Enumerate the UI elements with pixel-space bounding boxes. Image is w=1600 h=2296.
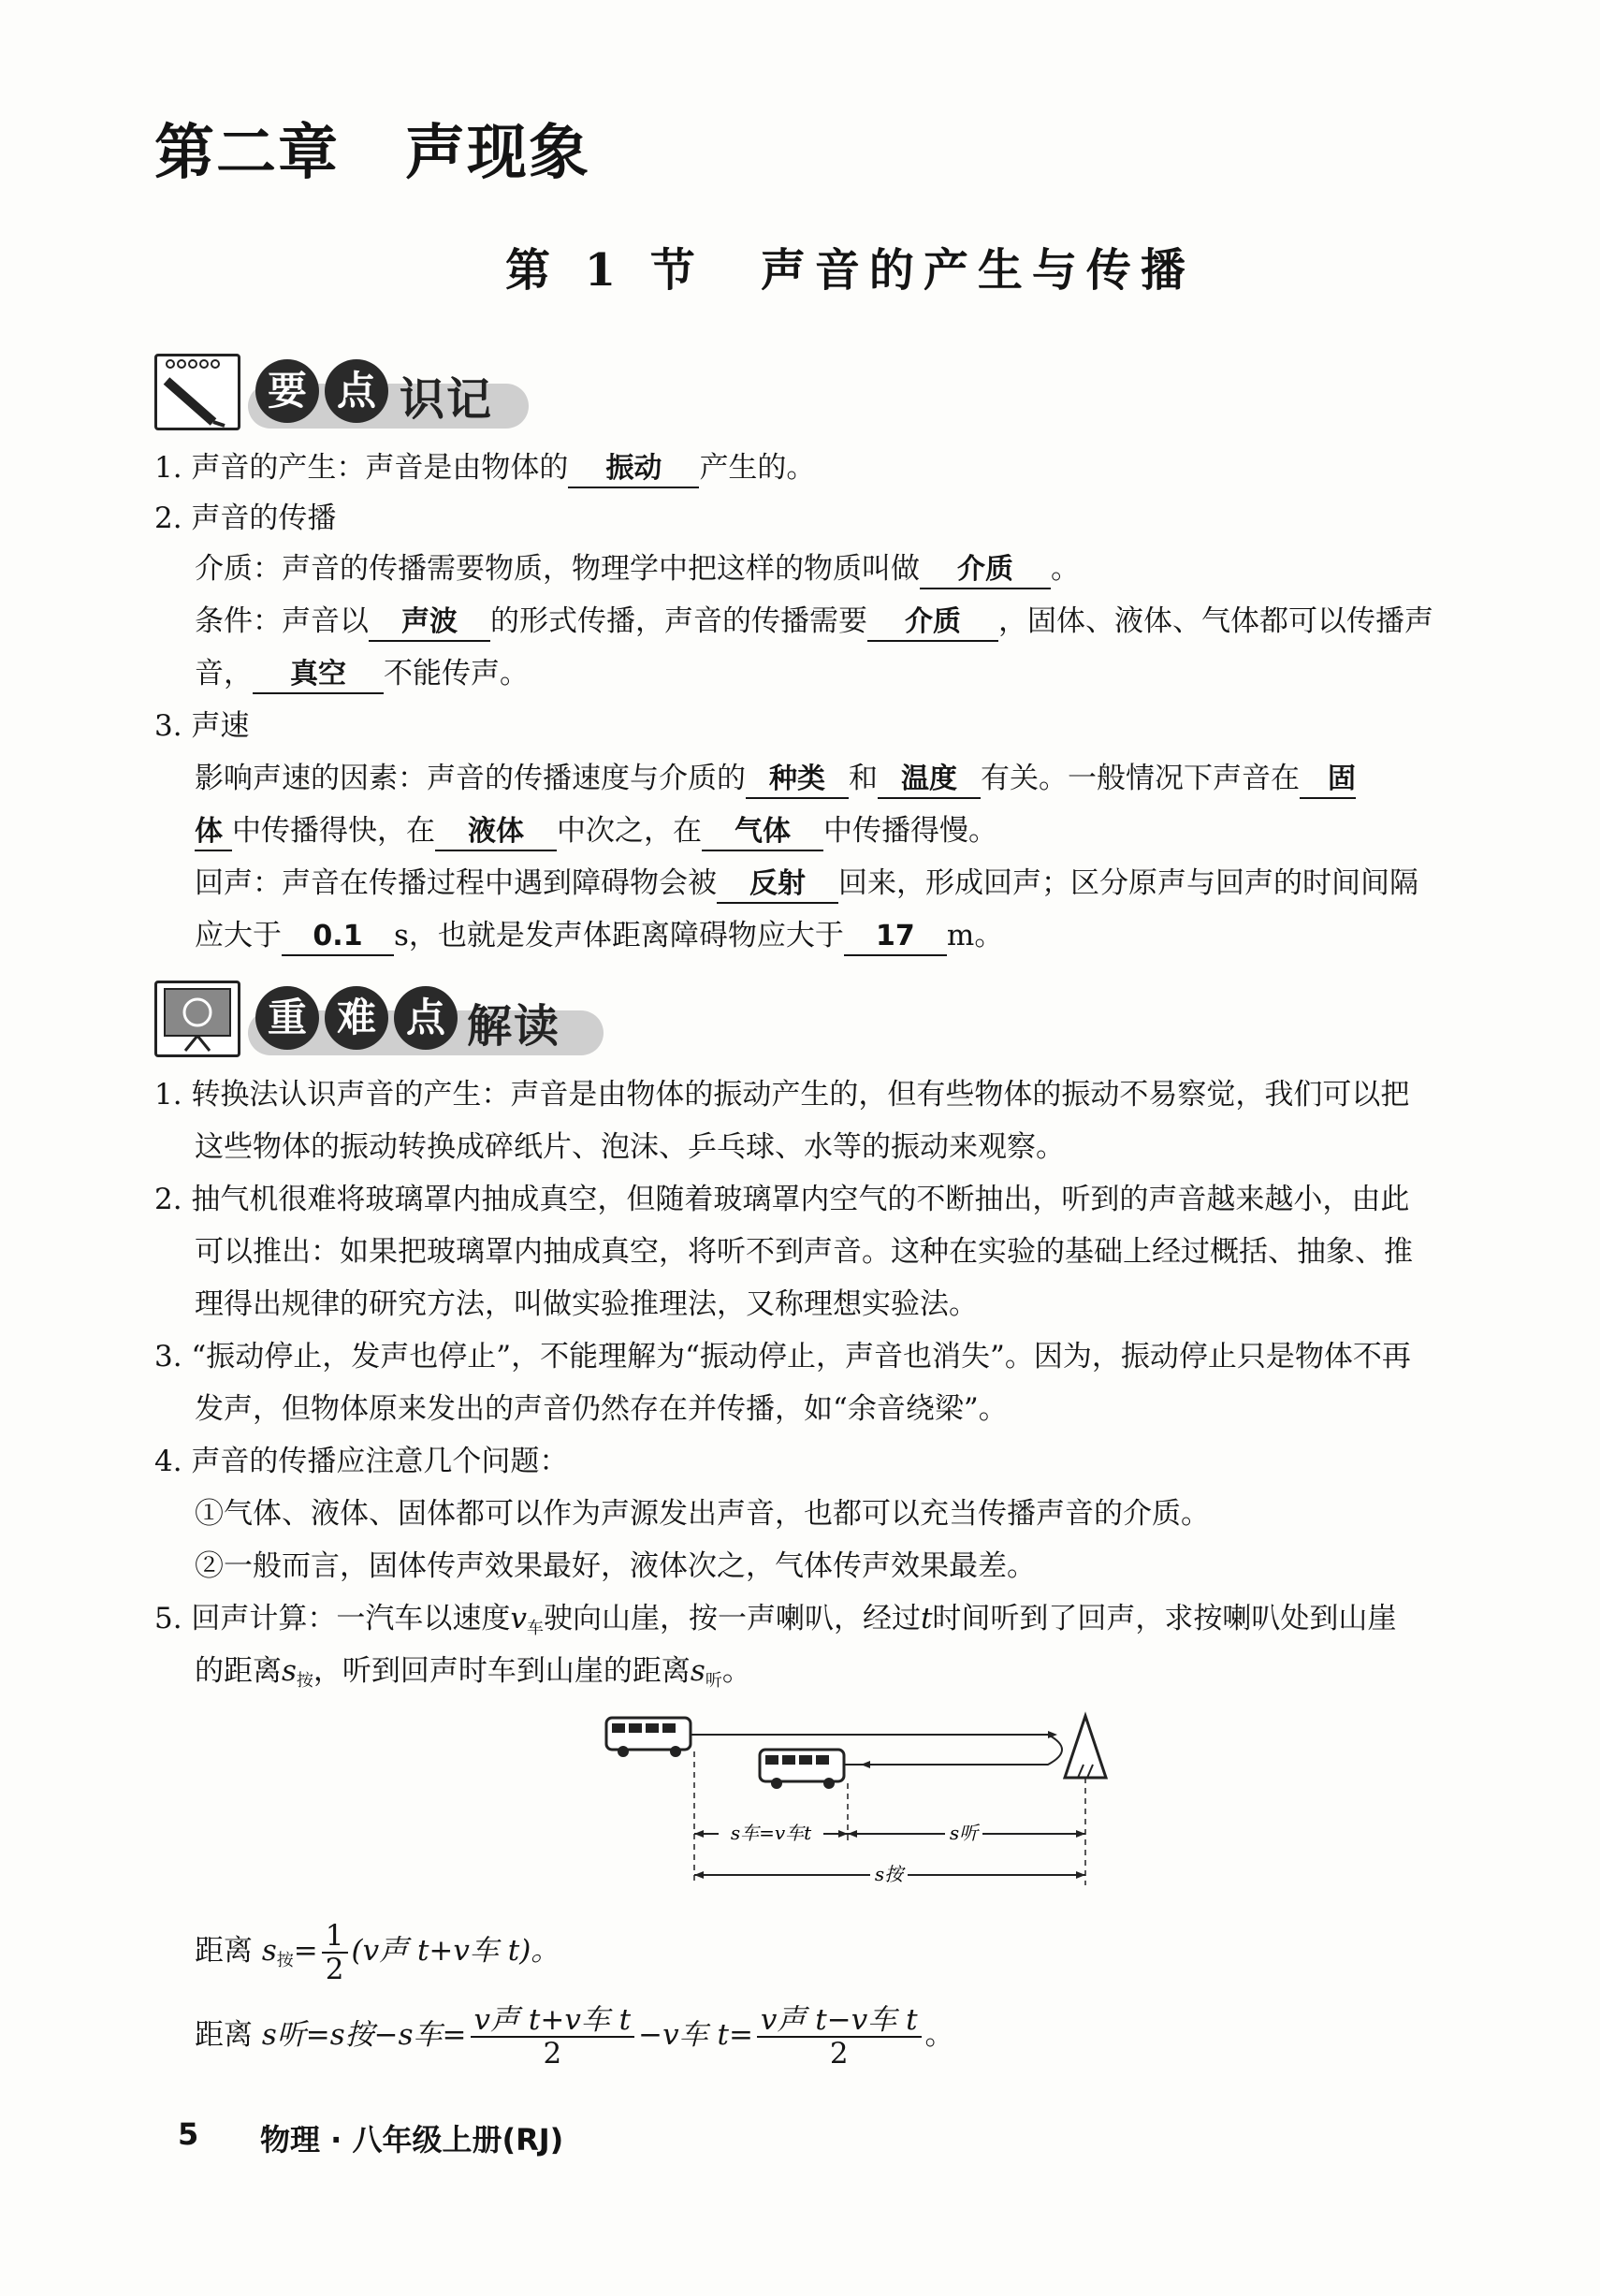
banner2-tail: 解读 [467, 1000, 561, 1053]
label-s-press: s按 [874, 1863, 904, 1885]
frac-2: $\frac{\text{v声 t−v车 t}}{2}$ [757, 2004, 922, 2070]
kp-1-blank: 振动 [568, 451, 699, 488]
kp-2a-post: 。 [1051, 552, 1080, 586]
chapter-subject: 声现象 [405, 119, 590, 188]
kp-3d-blank-1: 0.1 [282, 919, 394, 956]
section-title [505, 234, 1216, 298]
analysis-banner [154, 973, 622, 1057]
kp-line-3d [195, 917, 1003, 956]
kp-line-1 [154, 449, 815, 488]
kp-3b-blank-2: 气体 [702, 814, 823, 851]
formula-1: 距离 $s_按=$ $\frac{1}{2}$ (v声 t+v车 t)。 [195, 1918, 560, 1986]
section-number: 第 1 节 [505, 244, 705, 297]
kp-3a-blank-2: 温度 [878, 762, 981, 799]
kp-3d-text: 应大于 [195, 919, 282, 952]
kp-3a-mid2: 有关。一般情况下声音在 [981, 762, 1300, 795]
frac-half: $\frac{1}{2}$ [322, 1920, 348, 1985]
kp-line-3b [195, 812, 997, 851]
an-5-line-2: 的距离$s_按$，听到回声时车到山崖的距离$s_听$。 [195, 1654, 751, 1691]
bus-icon-start [606, 1718, 691, 1757]
banner1-tail: 识记 [400, 373, 494, 426]
kp-3c-post: 回来，形成回声；区分原声与回声的时间间隔 [838, 866, 1418, 900]
an-3-line-2: 发声，但物体原来发出的声音仍然存在并传播，如“余音绕梁”。 [195, 1392, 1008, 1426]
sound-path [691, 1735, 1062, 1765]
kp-2a-text: 介质：声音的传播需要物质，物理学中把这样的物质叫做 [195, 552, 920, 586]
an-3-line-1: 3. “振动停止，发声也停止”，不能理解为“振动停止，声音也消失”。因为，振动停止只是物体不再 [154, 1340, 1411, 1373]
kp-2b-text: 条件：声音以 [195, 604, 369, 638]
label-s-car: s车=v车t [730, 1822, 812, 1844]
kp-line-3: 3. 声速 [154, 709, 250, 743]
an-1-line-1: 1. 转换法认识声音的产生：声音是由物体的振动产生的，但有些物体的振动不易察觉，我们可以把 [154, 1078, 1410, 1112]
label-s-hear: s听 [949, 1822, 979, 1844]
kp-2b-mid: 的形式传播，声音的传播需要 [490, 604, 867, 638]
banner1-char-2: 点 [325, 359, 388, 423]
kp-line-2b [195, 603, 1433, 642]
kp-2a-blank: 介质 [920, 552, 1051, 589]
kp-3a-blank-1: 种类 [746, 762, 849, 799]
banner2-char-3: 点 [394, 986, 458, 1050]
echo-diagram [589, 1703, 1113, 1890]
kp-2b-blank-2: 介质 [867, 604, 998, 642]
page-number: 5 [178, 2116, 199, 2152]
kp-3d-blank-2: 17 [844, 919, 947, 956]
an-5-line-1: 5. 回声计算：一汽车以速度$v_车$驶向山崖，按一声喇叭，经过t时间听到了回声，求按喇叭处到山崖 [154, 1602, 1397, 1638]
kp-2b-blank-1: 声波 [369, 604, 490, 642]
notepad-pencil-icon [154, 354, 240, 430]
kp-1-post: 产生的。 [699, 451, 816, 485]
an-2-line-2: 可以推出：如果把玻璃罩内抽成真空，将听不到声音。这种在实验的基础上经过概括、抽象、推 [195, 1235, 1413, 1269]
kp-3b-mid2: 中次之，在 [557, 814, 702, 848]
kp-1-text: 1. 声音的产生：声音是由物体的 [154, 451, 569, 485]
an-4-line-3: ②一般而言，固体传声效果最好，液体次之，气体传声效果最差。 [195, 1549, 1036, 1583]
kp-2b-post: ，固体、液体、气体都可以传播声 [998, 604, 1433, 638]
section-name: 声音的产生与传播 [760, 244, 1195, 297]
kp-3a-mid1: 和 [849, 762, 878, 795]
kp-line-2: 2. 声音的传播 [154, 501, 337, 535]
an-4-line-2: ①气体、液体、固体都可以作为声源发出声音，也都可以充当传播声音的介质。 [195, 1497, 1210, 1531]
kp-3a-text: 影响声速的因素：声音的传播速度与介质的 [195, 762, 746, 795]
kp-3d-post: m。 [946, 919, 1004, 952]
book-title: 物理 · 八年级上册(RJ) [260, 2122, 564, 2158]
kp-2c-post: 不能传声。 [384, 657, 529, 690]
chapter-number: 第二章 [154, 119, 340, 188]
kp-3b-blank-cont: 体 [195, 814, 232, 851]
kp-3c-text: 回声：声音在传播过程中遇到障碍物会被 [195, 866, 717, 900]
an-4-line-1: 4. 声音的传播应注意几个问题： [154, 1445, 569, 1478]
cliff-icon [1065, 1716, 1106, 1778]
banner2-char-1: 重 [255, 986, 319, 1050]
kp-3b-blank-1: 液体 [435, 814, 557, 851]
key-points-banner [154, 346, 547, 430]
bus-icon-hear [760, 1750, 844, 1789]
formula-2: 距离 s听=s按−s车= $\frac{\text{v声 t+v车 t}}{2}$ −v车 t= $\frac{\text{v声 t−v车 t}}{2}$ 。 [195, 2002, 954, 2071]
kp-line-2c [195, 655, 529, 694]
an-2-line-1: 2. 抽气机很难将玻璃罩内抽成真空，但随着玻璃罩内空气的不断抽出，听到的声音越来越小，由此 [154, 1183, 1410, 1216]
kp-line-3a [195, 760, 1356, 799]
an-2-line-3: 理得出规律的研究方法，叫做实验推理法，又称理想实验法。 [195, 1287, 978, 1321]
monitor-icon [154, 981, 240, 1057]
chapter-title [154, 105, 590, 191]
kp-3b-mid1: 中传播得快，在 [232, 814, 435, 848]
kp-3b-post: 中传播得慢。 [823, 814, 997, 848]
kp-line-3c [195, 865, 1418, 904]
kp-3d-mid: s，也就是发声体距离障碍物应大于 [394, 919, 844, 952]
kp-2c-text: 音， [195, 657, 253, 690]
banner1-char-1: 要 [255, 359, 319, 423]
banner2-char-2: 难 [325, 986, 388, 1050]
frac-1: $\frac{\text{v声 t+v车 t}}{2}$ [471, 2004, 635, 2070]
kp-3a-blank-3: 固 [1300, 762, 1356, 799]
an-1-line-2: 这些物体的振动转换成碎纸片、泡沫、乒乓球、水等的振动来观察。 [195, 1130, 1065, 1164]
kp-2c-blank: 真空 [253, 657, 384, 694]
kp-line-2a [195, 550, 1080, 589]
kp-3c-blank: 反射 [717, 866, 838, 904]
